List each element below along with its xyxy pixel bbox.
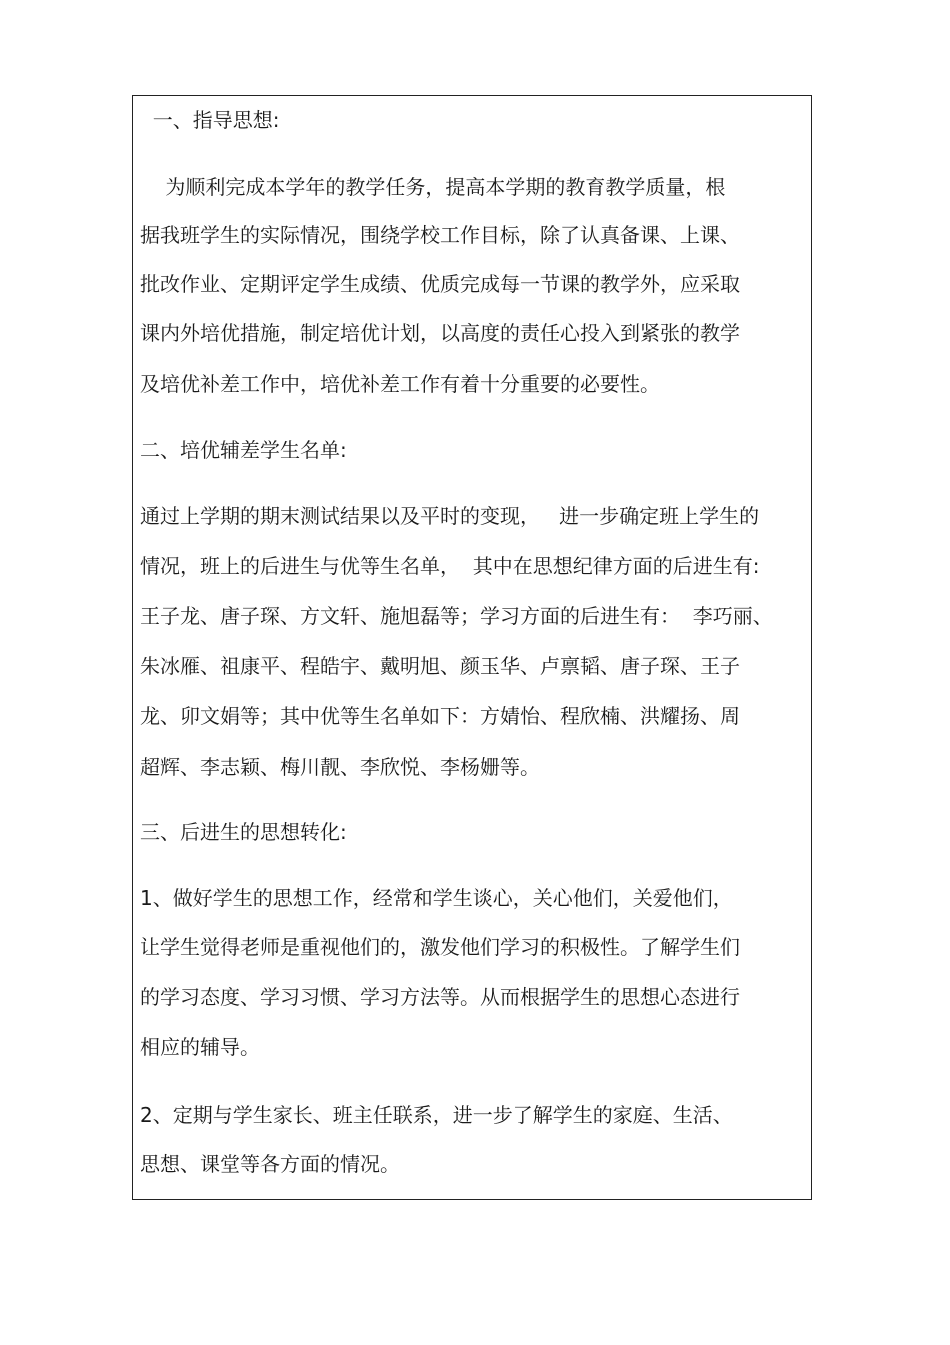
paragraph-line: 朱冰雁、祖康平、程皓宇、戴明旭、颜玉华、卢禀韬、唐子琛、王子 [140, 654, 740, 678]
paragraph-line: 及培优补差工作中，培优补差工作有着十分重要的必要性。 [140, 372, 660, 396]
heading-thought-transformation: 三、后进生的思想转化: [140, 820, 347, 844]
paragraph-line: 2、定期与学生家长、班主任联系，进一步了解学生的家庭、生活、 [140, 1103, 733, 1127]
heading-guiding-ideology: 一、指导思想: [140, 108, 280, 132]
paragraph-line: 批改作业、定期评定学生成绩、优质完成每一节课的教学外，应采取 [140, 272, 740, 296]
paragraph-line: 思想、课堂等各方面的情况。 [140, 1152, 400, 1176]
paragraph-line: 王子龙、唐子琛、方文轩、施旭磊等；学习方面的后进生有： 李巧丽、 [140, 604, 773, 628]
paragraph-line: 情况，班上的后进生与优等生名单， 其中在思想纪律方面的后进生有: [140, 554, 760, 578]
paragraph-line: 为顺利完成本学年的教学任务，提高本学期的教育教学质量，根 [140, 175, 726, 199]
paragraph-line: 据我班学生的实际情况，围绕学校工作目标，除了认真备课、上课、 [140, 223, 740, 247]
paragraph-line: 超辉、李志颖、梅川靓、李欣悦、李杨姗等。 [140, 755, 540, 779]
paragraph-line: 让学生觉得老师是重视他们的，激发他们学习的积极性。了解学生们 [140, 935, 740, 959]
paragraph-line: 的学习态度、学习习惯、学习方法等。从而根据学生的思想心态进行 [140, 985, 740, 1009]
paragraph-line: 相应的辅导。 [140, 1035, 260, 1059]
paragraph-line: 通过上学期的期末测试结果以及平时的变现， 进一步确定班上学生的 [140, 504, 760, 528]
heading-student-list: 二、培优辅差学生名单: [140, 438, 347, 462]
paragraph-line: 1、做好学生的思想工作，经常和学生谈心，关心他们，关爱他们， [140, 886, 733, 910]
paragraph-line: 课内外培优措施，制定培优计划，以高度的责任心投入到紧张的教学 [140, 321, 740, 345]
paragraph-line: 龙、卯文娟等；其中优等生名单如下：方婧怡、程欣楠、洪耀扬、周 [140, 704, 740, 728]
